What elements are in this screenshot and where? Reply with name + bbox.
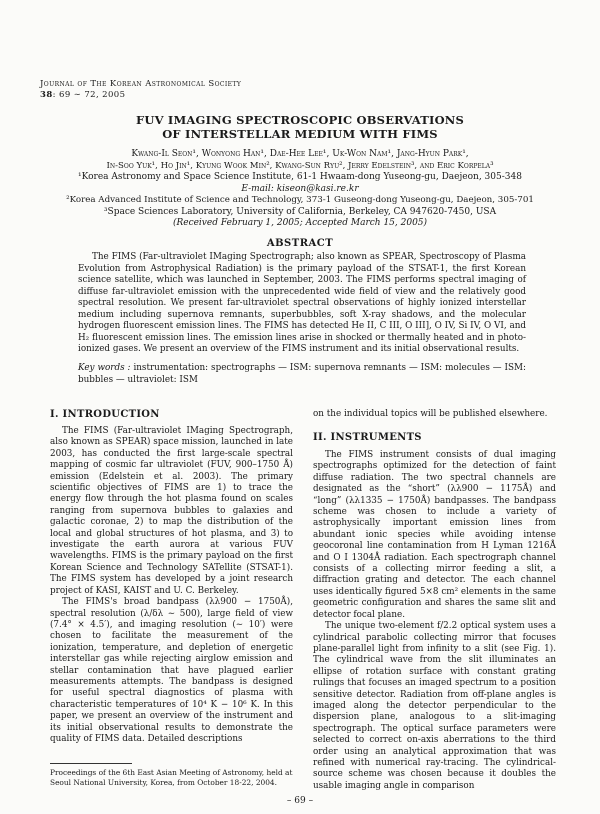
section-instruments-heading: II. INSTRUMENTS [313,432,422,443]
authors-line1: Kwang-Il Seon¹, Wonyong Han¹, Dae-Hee Lee¹, Uk-Won Nam¹, Jang-Hyun Park¹, [131,149,469,159]
affiliation-1: ¹Korea Astronomy and Space Science Institute, 61-1 Hwaam-dong Yuseong-gu, Daejeon, 305-348 [78,172,522,182]
journal-volume: 38 [40,90,53,100]
received-dates: (Received February 1, 2005; Accepted March 15, 2005) [172,218,428,228]
author-email: E-mail: kiseon@kasi.re.kr [241,183,359,194]
instruments-paragraph-2: The unique two-element f/2.2 optical system uses a cylindrical parabolic collecting mirror that focuses plane-parallel light from infinity to a slit (see Fig. 1). The cylindrical wave from the slit illuminates an ellipse of rotation surface with constant grating rulings that focuses an imaged spectrum to a position sensitive detector. Radiation from off-plane angles is imaged along the detector perpendicular to the dispersion plane, analogous to a slit-imaging spectrograph. The optical surface parameters were selected to correct on-axis aberrations to the third order using an analytical approximation that was refined with numerical ray-tracing. The cylindrical-source scheme was chosen because it doubles the usable imaging angle in comparison [313,621,556,791]
section-introduction-heading: I. INTRODUCTION [50,409,160,420]
page-number: – 69 – [286,796,314,806]
paper-title-line2: OF INTERSTELLAR MEDIUM WITH FIMS [162,127,438,141]
journal-header [40,79,241,101]
keywords-label: Key words : [78,363,131,373]
affiliation-3: ³Space Sciences Laboratory, University of California, Berkeley, CA 947620-7450, USA [103,206,497,217]
continuation-text: on the individual topics will be published elsewhere. [313,409,548,419]
instruments-body [313,450,556,792]
authors-line2: In-Soo Yuk¹, Ho Jin¹, Kyung Wook Min², Kwang-Sun Ryu², Jerry Edelstein³, and Eric Korpela³ [106,160,494,171]
journal-name: Journal of The Korean Astronomical Society [40,79,242,89]
journal-citation [40,90,241,101]
paper-title-line1: FUV IMAGING SPECTROSCOPIC OBSERVATIONS [136,113,464,127]
introduction-body [50,426,293,745]
abstract-heading: ABSTRACT [266,238,334,249]
affiliation-2: ²Korea Advanced Institute of Science and Technology, 373-1 Guseong-dong Yuseong-gu, Daejeon, 305-701 [66,195,534,205]
keywords-text: instrumentation: spectrographs — ISM: supernova remnants — ISM: molecules — ISM: bubbles — ultraviolet: ISM [78,363,526,385]
abstract-text: The FIMS (Far-ultraviolet IMaging Spectrograph; also known as SPEAR, Spectroscopy of Plasma Evolution from Astrophysical Radiation) is the primary payload of the STSAT-1, the first Korean science satellite, which was launched in September, 2003. The FIMS performs spectral imaging of diffuse far-ultraviolet emission with the unprecedented wide field of view and the relatively good spectral resolution. We present far-ultraviolet spectral observations of highly ionized interstellar medium including supernova remnants, superbubbles, soft X-ray shadows, and the molecular hydrogen fluorescent emission lines. The FIMS has detected He II, C III, O III], O IV, Si IV, O VI, and H₂ fluorescent emission lines. The emission lines arise in shocked or thermally heated and in photo-ionized gases. We present an overview of the FIMS instrument and its initial observational results. [78,252,526,354]
footnote-rule [50,763,132,764]
footnote: Proceedings of the 6th East Asian Meeting of Astronomy, held at Seoul National University, Korea, from October 18-22, 2004. [50,768,293,787]
instruments-paragraph-1: The FIMS instrument consists of dual imaging spectrographs optimized for the detection of faint diffuse radiation. The two spectral channels are designated as the “short” (λλ900 − 1175Å) and “long” (λλ1335 − 1750Å) bandpasses. The bandpass scheme was chosen to include a variety of astrophysically important emission lines from abundant ionic species while avoiding intense geocoronal line contamination from H Lyman 1216Å and O I 1304Å radiation. Each spectrograph channel consists of a collecting mirror feeding a slit, a diffraction grating and detector. The each channel uses identically figured 5×8 cm² elements in the same geometric configuration and shares the same slit and detector focal plane. [313,450,556,620]
intro-paragraph-1: The FIMS (Far-ultraviolet IMaging Spectrograph, also known as SPEAR) space mission, launched in late 2003, has conducted the first large-scale spectral mapping of cosmic far ultraviolet (FUV, 900–1750 Å) emission (Edelstein et al. 2003). The primary scientific objectives of FIMS are 1) to trace the energy flow through the hot plasma found on scales ranging from supernova bubbles to galaxies and galactic coronae, 2) to map the distribution of the local and global structures of hot plasma, and 3) to investigate the earth aurora at various FUV wavelengths. FIMS is the primary payload on the first Korean Science and Technology SATellite (STSAT-1). The FIMS system has developed by a joint research project of KASI, KAIST and U. C. Berkeley. [50,426,293,596]
intro-paragraph-2: The FIMS's broad bandpass (λλ900 − 1750Å), spectral resolution (λ/δλ ∼ 500), large field of view (7.4° × 4.5′), and imaging resolution (∼ 10′) were chosen to facilitate the measurement of the ionization, temperature, and depletion of energetic interstellar gas while rejecting airglow emission and stellar contamination that have plagued earlier measurements attempts. The bandpass is designed for useful spectral diagnostics of plasma with characteristic temperatures of 10⁴ K − 10⁶ K. In this paper, we present an overview of the instrument and its initial observational results to demonstrate the quality of FIMS data. Detailed descriptions [50,597,293,744]
keywords [78,363,526,386]
journal-pages: : 69 ∼ 72, 2005 [52,90,126,100]
